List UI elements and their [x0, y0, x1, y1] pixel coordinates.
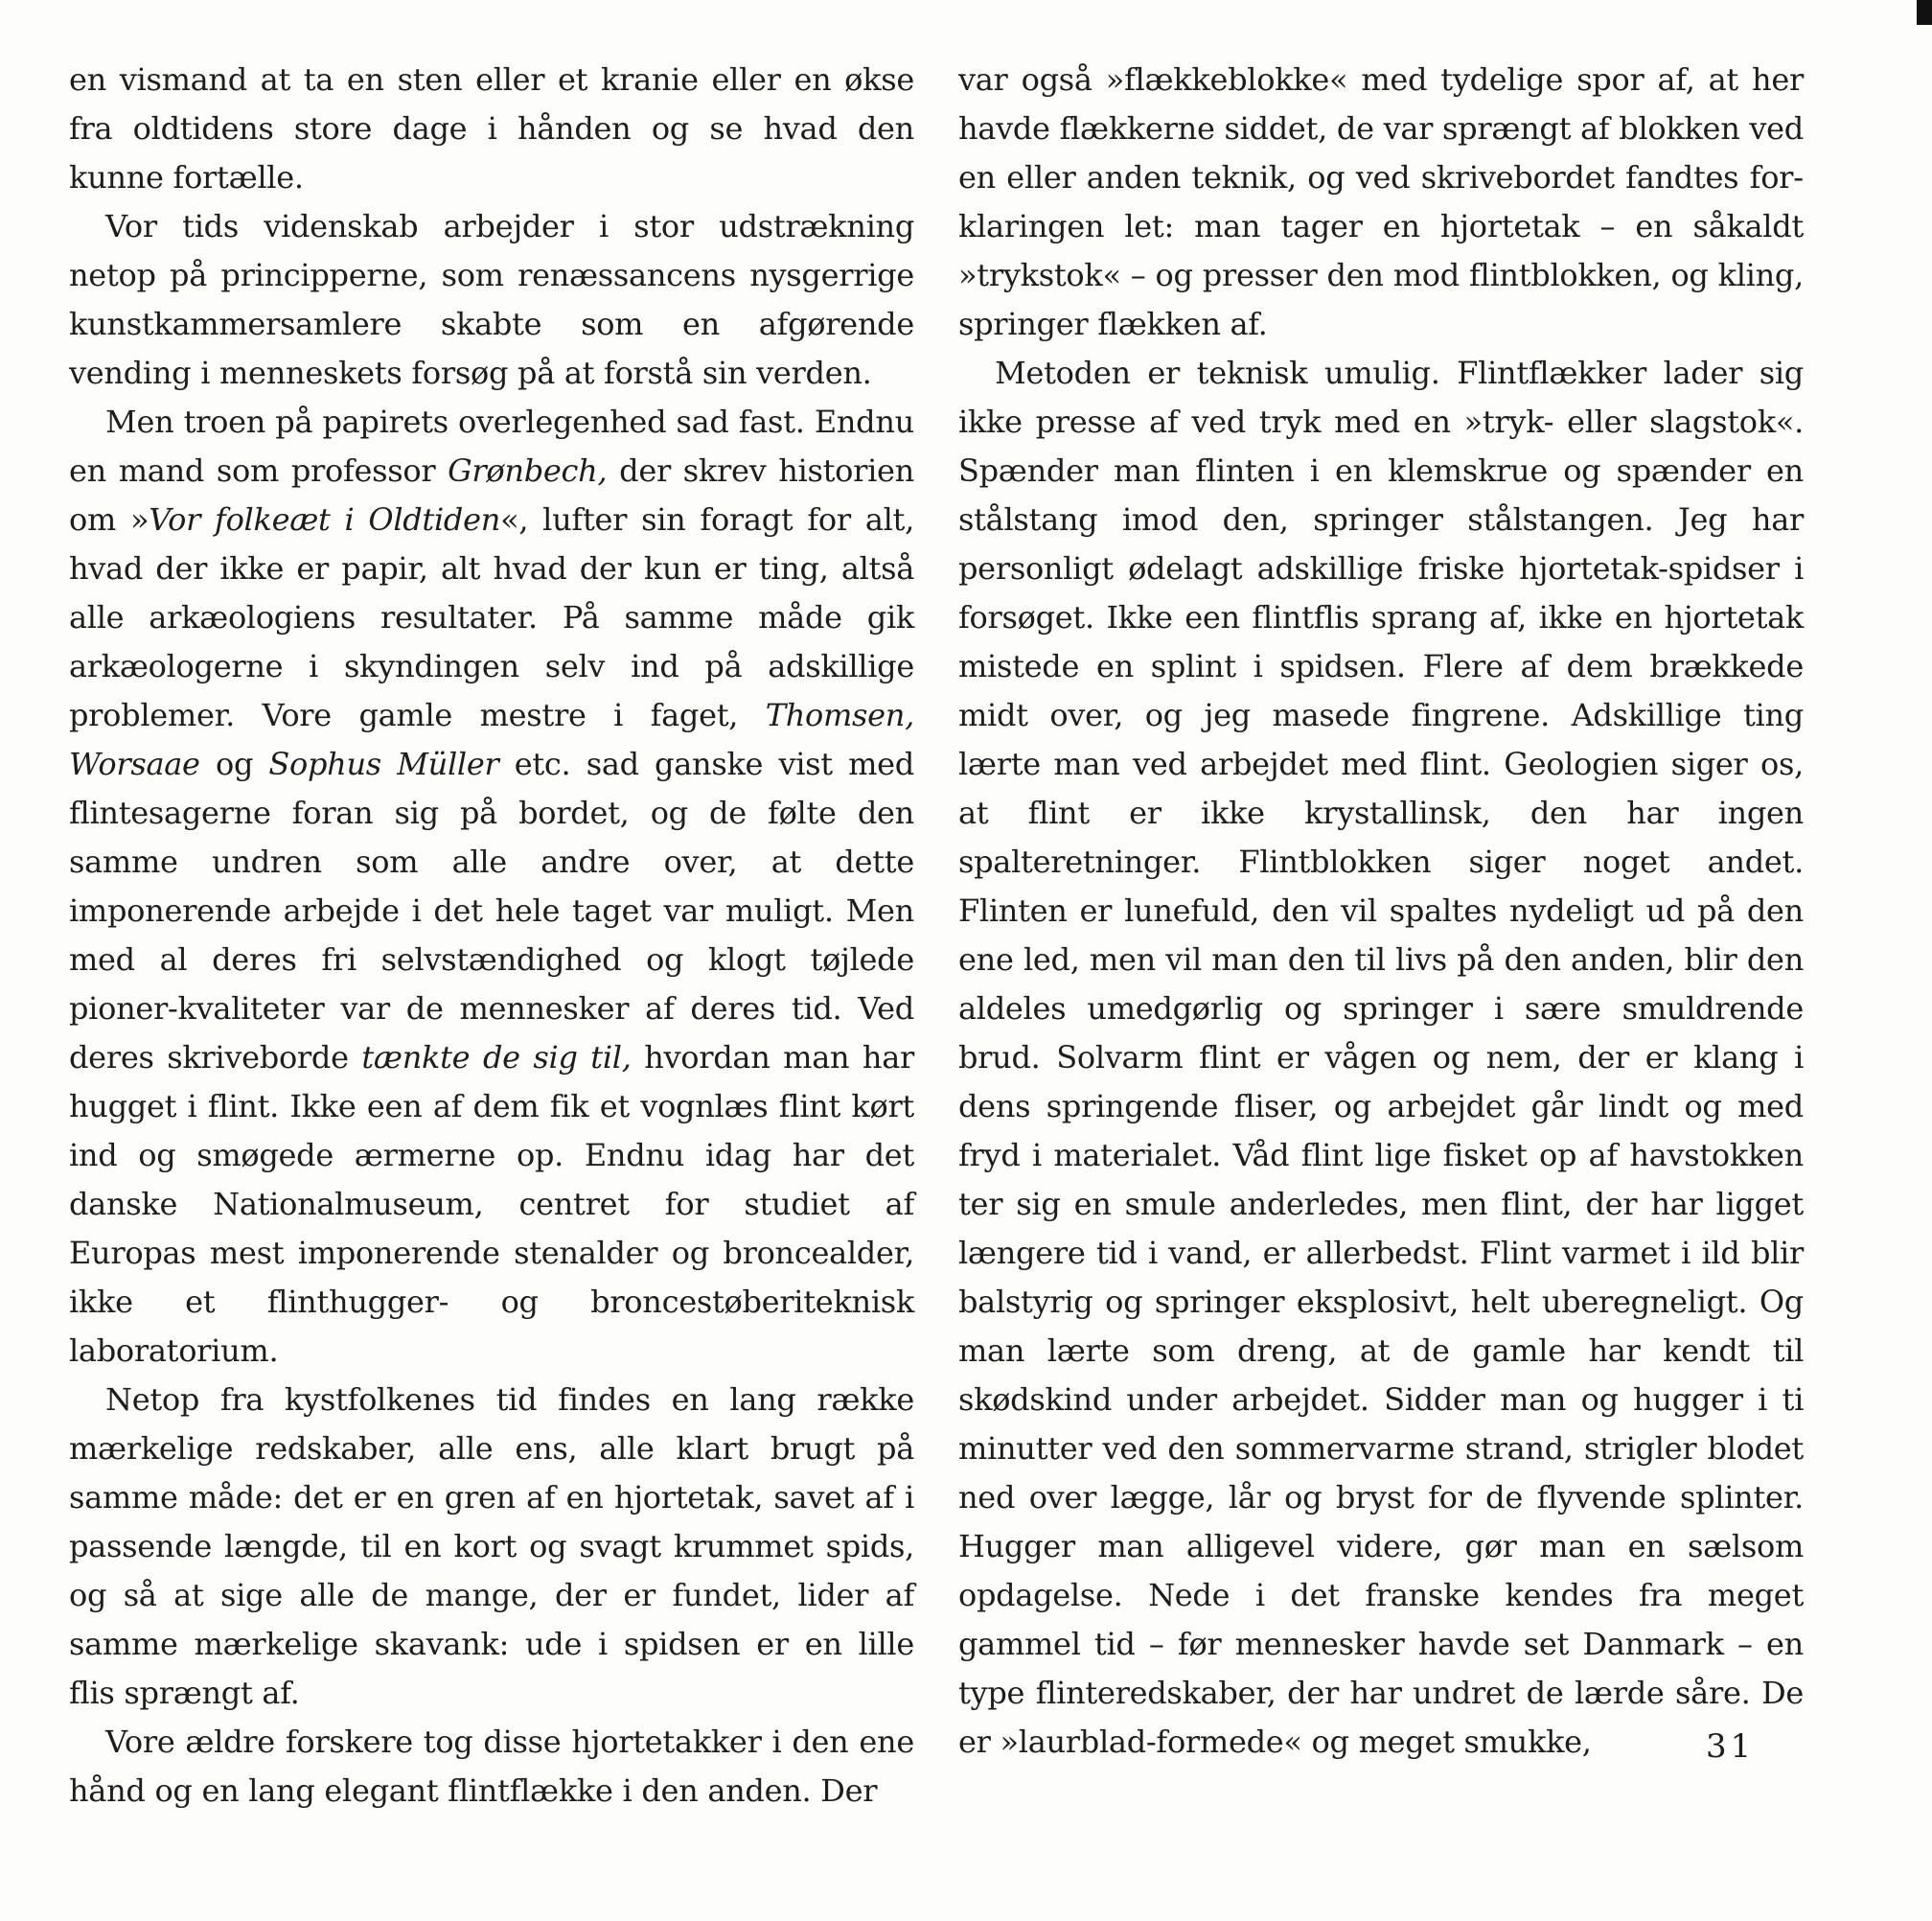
- italic-text-run: tænkte de sig til,: [361, 1039, 632, 1076]
- text-run: etc. sad ganske vist med flintesagerne foran sig på bordet, og de følte den samme undren som alle andre over, at dette imponerende arbejde i det hele taget var muligt. Men med al deres fri selvstændighed og klogt tøjlede pioner-kvaliteter var de mennesker af deres tid. Ved deres skriveborde: [69, 746, 914, 1076]
- scan-edge-mark: [1917, 0, 1932, 25]
- paragraph: [69, 56, 914, 202]
- right-text-column: [958, 56, 1804, 1767]
- text-run: Men troen på papirets overlegenhed sad fast. Endnu en mand som professor: [69, 404, 914, 489]
- text-run: Vore ældre forskere tog disse hjortetakker i den ene hånd og en lang elegant flintflække i den anden. Der: [69, 1724, 914, 1809]
- paragraph: [69, 1718, 914, 1816]
- italic-text-run: Worsaae: [69, 746, 200, 782]
- text-run: var også »flækkeblokke« med tydelige spor af, at her havde flækkerne siddet, de var sprængt af blokken ved en eller anden teknik, og ved skrivebordet fandtes forklaringen let: man tager en hjortetak – en såkaldt »trykstok« – og presser den mod flintblokken, og kling, springer flækken af.: [958, 61, 1804, 342]
- paragraph: [69, 202, 914, 398]
- italic-text-run: Vor folkeæt i Oldtiden: [149, 501, 501, 538]
- paragraph: [69, 398, 914, 1376]
- text-run: «, lufter sin foragt for alt, hvad der ikke er papir, alt hvad der kun er ting, altså alle arkæologiens resultater. På samme måde gik arkæologerne i skyndingen selv ind på adskillige problemer. Vore gamle mestre i faget,: [69, 501, 914, 733]
- text-run: og: [199, 746, 269, 782]
- paragraph: [958, 349, 1804, 1767]
- text-run: Metoden er teknisk umulig. Flintflækker lader sig ikke presse af ved tryk med en »tryk- eller slagstok«. Spænder man flinten i en klemskrue og spænder en stålstang imod den, springer stålstangen. Jeg har personligt ødelagt adskillige friske hjortetak-spidser i forsøget. Ikke een flintflis sprang af, ikke en hjortetak mistede en splint i spidsen. Flere af dem brækkede midt over, og jeg masede fingrene. Adskillige ting lærte man ved arbejdet med flint. Geologien siger os, at flint er ikke krystallinsk, den har ingen spalteretninger. Flintblokken siger noget andet. Flinten er lunefuld, den vil spaltes nydeligt ud på den ene led, men vil man den til livs på den anden, blir den aldeles umedgørlig og springer i sære smuldrende brud. Solvarm flint er vågen og nem, der er klang i dens springende fliser, og arbejdet går lindt og med fryd i materialet. Våd flint lige fisket op af havstokken ter sig en smule anderledes, men flint, der har ligget længere tid i vand, er allerbedst. Flint varmet i ild blir balstyrig og springer eksplosivt, helt uberegneligt. Og man lærte som dreng, at de gamle har kendt til skødskind under arbejdet. Sidder man og hugger i ti minutter ved den sommervarme strand, strigler blodet ned over lægge, lår og bryst for de flyvende splinter. Hugger man alligevel videre, gør man en sælsom opdagelse. Nede i det franske kendes fra meget gammel tid – før mennesker havde set Danmark – en type flinteredskaber, der har undret de lærde såre. De er »laurblad-formede« og meget smukke,: [958, 355, 1804, 1760]
- italic-text-run: Grønbech,: [448, 452, 608, 489]
- text-run: en vismand at ta en sten eller et kranie eller en økse fra oldtidens store dage i hånden og se hvad den kunne fortælle.: [69, 61, 914, 196]
- left-text-column: [69, 56, 914, 1816]
- text-run: hvordan man har hugget i flint. Ikke een af dem fik et vognlæs flint kørt ind og smøgede ærmerne op. Endnu idag har det danske Nationalmuseum, centret for studiet af Europas mest imponerende stenalder og broncealder, ikke et flinthugger- og broncestøberiteknisk laboratorium.: [69, 1039, 914, 1369]
- paragraph: [958, 56, 1804, 349]
- text-run: Vor tids videnskab arbejder i stor udstrækning netop på principperne, som renæssancens nysgerrige kunstkammersamlere skabte som en afgørende vending i menneskets forsøg på at forstå sin verden.: [69, 208, 914, 391]
- italic-text-run: Sophus Müller: [268, 746, 499, 782]
- page-number: 31: [1706, 1727, 1756, 1766]
- paragraph: [69, 1376, 914, 1718]
- italic-text-run: Thomsen,: [765, 697, 914, 733]
- text-run: der skrev historien om »: [69, 452, 914, 538]
- text-run: Netop fra kystfolkenes tid findes en lang række mærkelige redskaber, alle ens, alle klart brugt på samme måde: det er en gren af en hjortetak, savet af i passende længde, til en kort og svagt krummet spids, og så at sige alle de mange, der er fundet, lider af samme mærkelige skavank: ude i spidsen er en lille flis sprængt af.: [69, 1381, 914, 1711]
